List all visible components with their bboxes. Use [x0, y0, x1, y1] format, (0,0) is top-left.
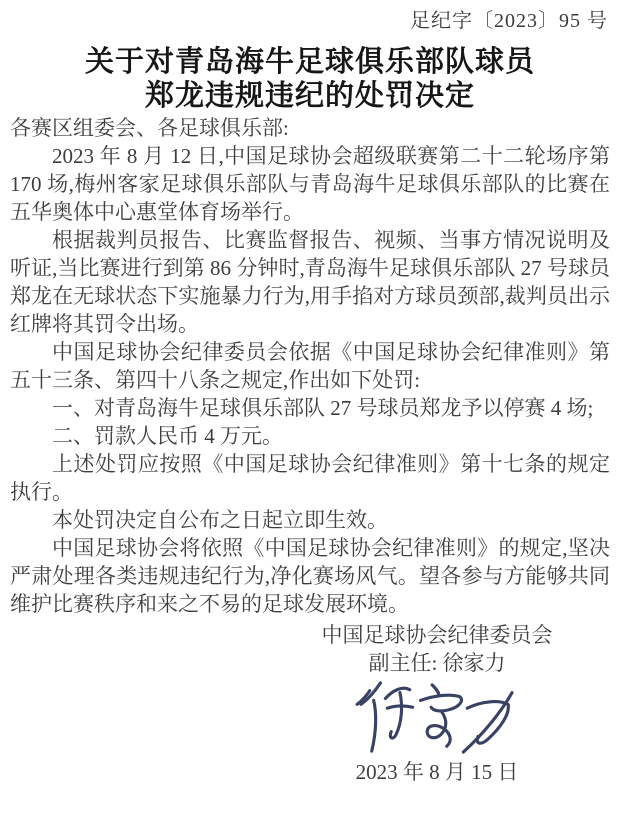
paragraph-execution: 上述处罚应按照《中国足球协会纪律准则》第十七条的规定执行。	[10, 452, 610, 504]
paragraph-penalty-1: 一、对青岛海牛足球俱乐部队 27 号球员郑龙予以停赛 4 场;	[52, 396, 594, 420]
paragraph-effective: 本处罚决定自公布之日起立即生效。	[52, 508, 388, 532]
closing-block	[247, 621, 619, 786]
document-body	[10, 114, 610, 618]
paragraph-ruling-basis: 中国足球协会纪律委员会依据《中国足球协会纪律准则》第五十三条、第四十八条之规定,作出如下处罚:	[10, 340, 610, 392]
signer-title: 副主任: 徐家力	[368, 651, 506, 675]
document-title	[10, 45, 610, 113]
paragraph-incident: 根据裁判员报告、比赛监督报告、视频、当事方情况说明及听证,当比赛进行到第 86 分钟时,青岛海牛足球俱乐部队 27 号球员郑龙在无球状态下实施暴力行为,用手掐对方球员颈部,裁判员出示红牌将其罚令出场。	[10, 228, 610, 336]
issuing-organization: 中国足球协会纪律委员会	[321, 623, 553, 647]
document-number: 足纪字〔2023〕95 号	[410, 10, 608, 32]
signature-strokes	[357, 683, 512, 752]
document-title-line2: 郑龙违规违纪的处罚决定	[144, 80, 475, 112]
paragraph-match-info: 2023 年 8 月 12 日,中国足球协会超级联赛第二十二轮场序第 170 场,梅州客家足球俱乐部队与青岛海牛足球俱乐部队的比赛在五华奥体中心惠堂体育场举行。	[10, 144, 610, 224]
salutation: 各赛区组委会、各足球俱乐部:	[10, 116, 289, 140]
document-date: 2023 年 8 月 15 日	[355, 760, 519, 784]
paragraph-penalty-2: 二、罚款人民币 4 万元。	[52, 424, 283, 448]
document-title-line1: 关于对青岛海牛足球俱乐部队球员	[84, 46, 535, 78]
handwritten-signature-icon	[351, 679, 523, 755]
paragraph-statement: 中国足球协会将依照《中国足球协会纪律准则》的规定,坚决严肃处理各类违规违纪行为,净化赛场风气。望各参与方能够共同维护比赛秩序和来之不易的足球发展环境。	[10, 536, 610, 616]
